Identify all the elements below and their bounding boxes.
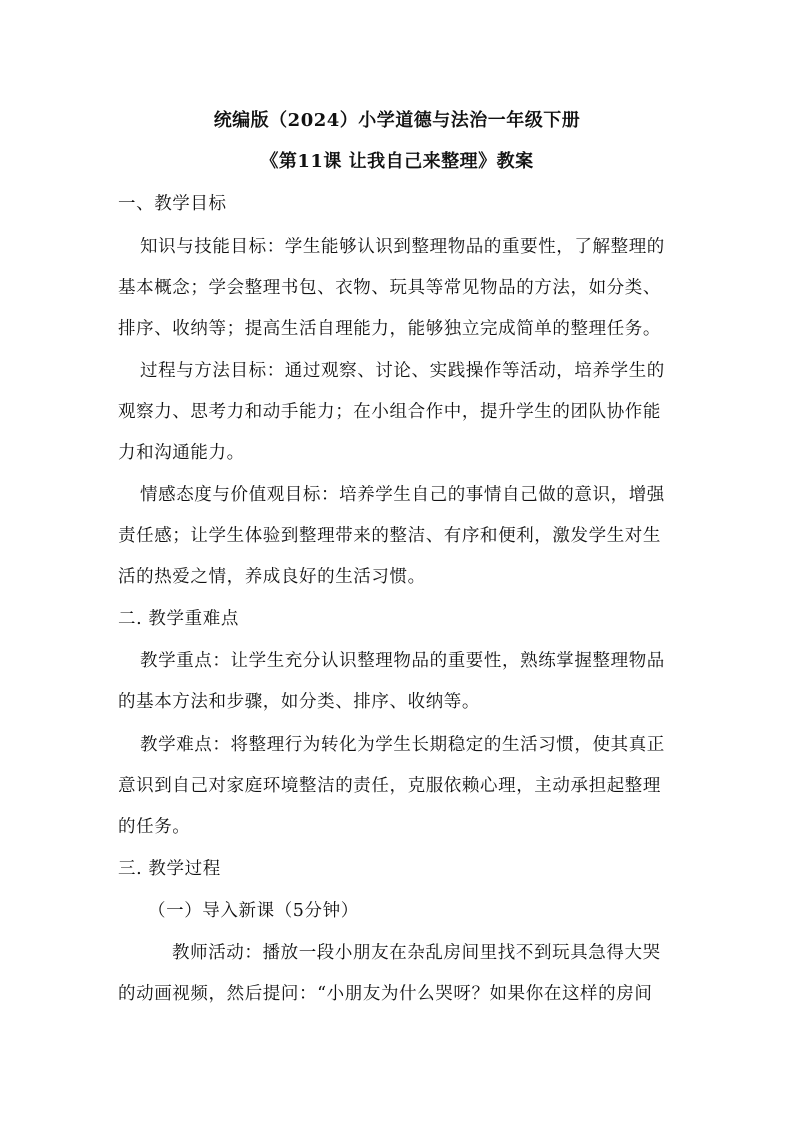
document-subtitle: 《第11课 让我自己来整理》教案 — [260, 151, 534, 172]
paragraph-line: 教师活动：播放一段小朋友在杂乱房间里找不到玩具急得大哭 — [172, 943, 661, 963]
section-heading-objectives: 一、教学目标 — [118, 194, 227, 214]
section-heading-key-points: 二. 教学重难点 — [118, 609, 239, 629]
paragraph-line: 教学重点：让学生充分认识整理物品的重要性，熟练掌握整理物品 — [140, 651, 665, 671]
paragraph-line: 基本概念；学会整理书包、衣物、玩具等常见物品的方法，如分类、 — [118, 278, 661, 298]
paragraph-line: 意识到自己对家庭环境整洁的责任，克服依赖心理，主动承担起整理 — [118, 776, 661, 796]
section-heading-process: 三. 教学过程 — [118, 859, 221, 879]
paragraph-line: 排序、收纳等；提高生活自理能力，能够独立完成简单的整理任务。 — [118, 319, 661, 339]
subsection-heading: （一）导入新课（5分钟） — [148, 901, 359, 921]
document-title: 统编版（2024）小学道德与法治一年级下册 — [213, 110, 581, 131]
paragraph-line: 教学难点：将整理行为转化为学生长期稳定的生活习惯，使其真正 — [140, 735, 665, 755]
paragraph-line: 力和沟通能力。 — [118, 443, 245, 463]
paragraph-line: 的动画视频，然后提问：“小朋友为什么哭呀？如果你在这样的房间 — [118, 984, 653, 1004]
paragraph-line: 知识与技能目标：学生能够认识到整理物品的重要性，了解整理的 — [140, 237, 665, 257]
paragraph-line: 的任务。 — [118, 817, 191, 837]
paragraph-line: 情感态度与价值观目标：培养学生自己的事情自己做的意识，增强 — [140, 485, 665, 505]
paragraph-line: 活的热爱之情，养成良好的生活习惯。 — [118, 567, 426, 587]
paragraph-line: 责任感；让学生体验到整理带来的整洁、有序和便利，激发学生对生 — [118, 526, 661, 546]
paragraph-line: 的基本方法和步骤，如分类、排序、收纳等。 — [118, 692, 480, 712]
paragraph-line: 观察力、思考力和动手能力；在小组合作中，提升学生的团队协作能 — [118, 402, 661, 422]
paragraph-line: 过程与方法目标：通过观察、讨论、实践操作等活动，培养学生的 — [140, 361, 665, 381]
